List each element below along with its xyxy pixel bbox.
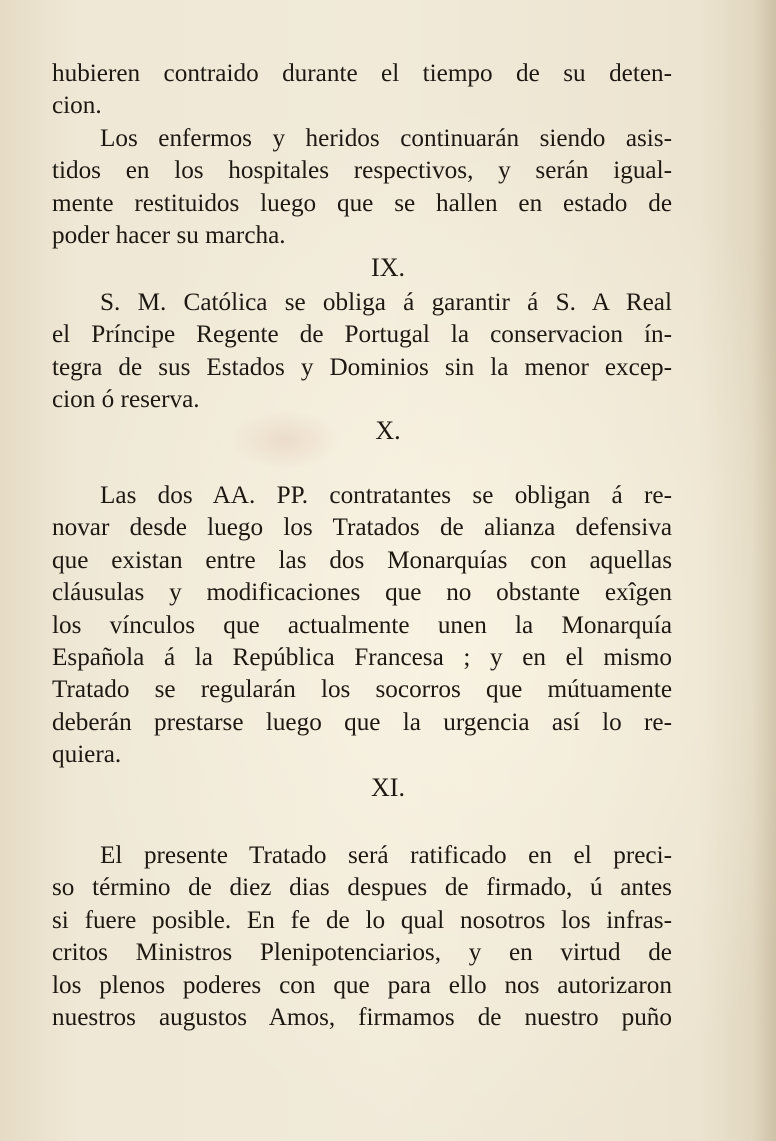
text-line: Los enfermos y heridos continuarán siendo asis- <box>100 124 672 152</box>
text-line: deberán prestarse luego que la urgencia así lo re- <box>52 708 672 736</box>
text-line: cion. <box>52 92 102 120</box>
article-xi-text <box>52 840 672 1034</box>
article-heading-ix: IX. <box>371 253 405 282</box>
text-line: cion ó reserva. <box>52 386 200 414</box>
text-line: Española á la República Francesa ; y en el mismo <box>52 643 672 671</box>
page-edge-shadow <box>752 0 776 1141</box>
text-line: novar desde luego los Tratados de alianza defensiva <box>52 514 672 542</box>
text-line: nuestros augustos Amos, firmamos de nuestro puño <box>52 1003 672 1031</box>
text-line: so término de diez dias despues de firmado, ú antes <box>52 874 672 902</box>
text-line: si fuere posible. En fe de lo qual nosotros los infras- <box>52 906 672 934</box>
text-line: hubieren contraido durante el tiempo de su deten- <box>52 60 672 87</box>
text-line: que existan entre las dos Monarquías con aquellas <box>52 546 672 574</box>
article-ix-text <box>52 287 672 417</box>
article-viii-continuation <box>52 58 672 252</box>
text-line: los vínculos que actualmente unen la Monarquía <box>52 611 672 639</box>
text-line: Tratado se regularán los socorros que mútuamente <box>52 676 672 704</box>
text-line: S. M. Católica se obliga á garantir á S. A Real <box>100 289 672 316</box>
text-line: tegra de sus Estados y Dominios sin la menor excep- <box>52 353 672 381</box>
text-line: cláusulas y modificaciones que no obstante exîgen <box>52 579 672 607</box>
text-line: quiera. <box>52 741 122 769</box>
text-line: los plenos poderes con que para ello nos autorizaron <box>52 971 672 999</box>
text-line: poder hacer su marcha. <box>52 221 286 249</box>
text-line: tidos en los hospitales respectivos, y serán igual- <box>52 157 672 185</box>
text-line: El presente Tratado será ratificado en el preci- <box>100 842 672 869</box>
article-x-text <box>52 480 672 772</box>
text-line: mente restituidos luego que se hallen en estado de <box>52 189 672 217</box>
article-heading-xi: XI. <box>371 773 405 802</box>
article-heading-x: X. <box>375 416 401 445</box>
text-line: el Príncipe Regente de Portugal la conservacion ín- <box>52 321 672 349</box>
text-line: Las dos AA. PP. contratantes se obligan á re- <box>100 482 672 509</box>
text-line: critos Ministros Plenipotenciarios, y en virtud de <box>52 939 672 967</box>
